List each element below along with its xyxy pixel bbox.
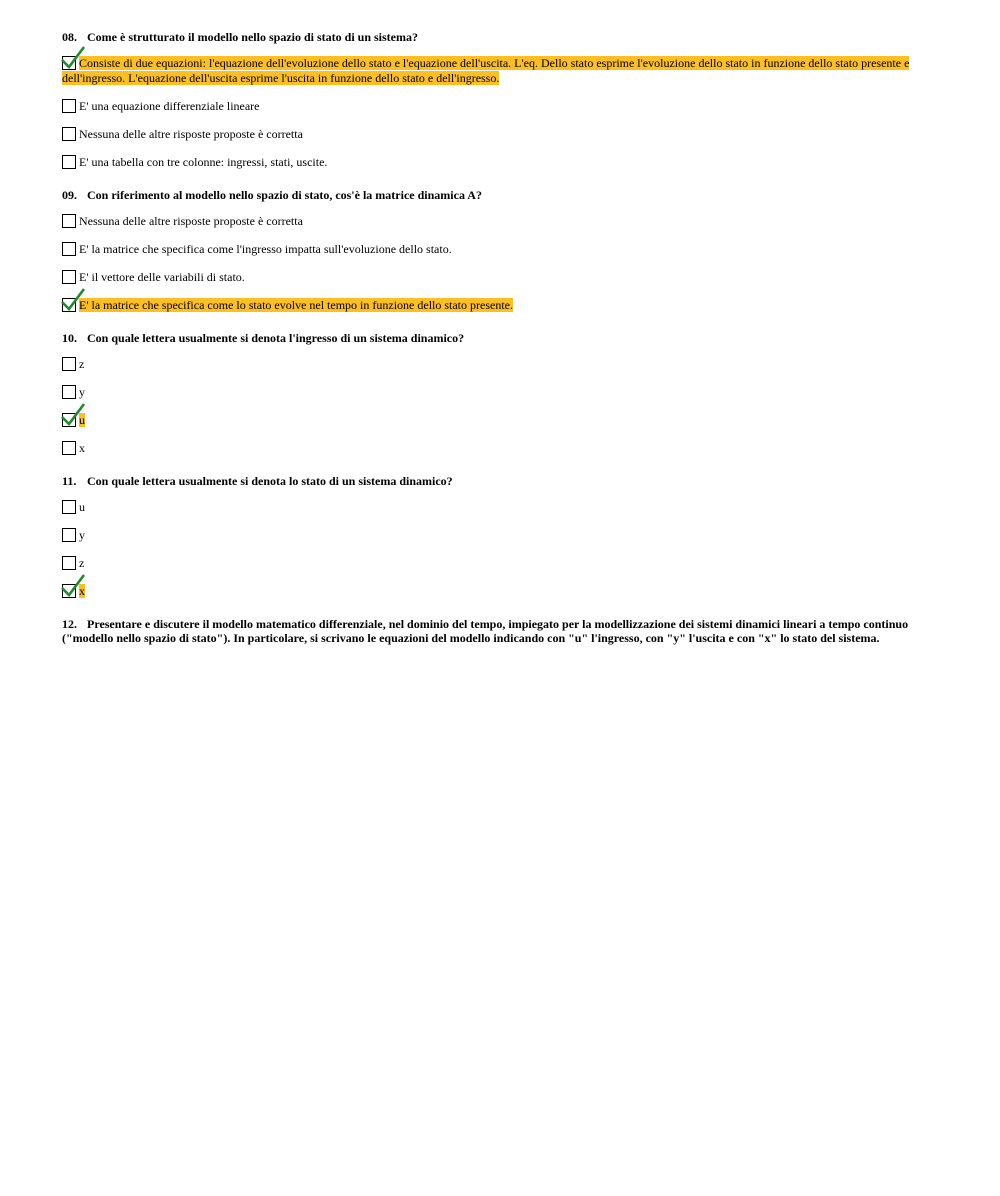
answer-text: u (79, 500, 85, 514)
question-10 (62, 331, 942, 456)
question-number: 12. (62, 617, 77, 631)
question-08 (62, 30, 942, 170)
question-text: Come è strutturato il modello nello spazio di stato di un sistema? (87, 30, 418, 44)
answer-option[interactable] (62, 528, 942, 543)
question-title (62, 188, 942, 202)
quiz-page (62, 30, 942, 663)
answer-text: z (79, 556, 85, 570)
checkbox[interactable] (62, 99, 76, 113)
question-title (62, 331, 942, 345)
question-text: Con quale lettera usualmente si denota lo stato di un sistema dinamico? (87, 474, 453, 488)
question-12 (62, 617, 942, 645)
checkbox[interactable] (62, 127, 76, 141)
checkbox[interactable] (62, 385, 76, 399)
answer-text: E' una tabella con tre colonne: ingressi, stati, uscite. (79, 155, 328, 169)
answer-option[interactable] (62, 56, 942, 86)
question-11 (62, 474, 942, 599)
answer-option[interactable] (62, 357, 942, 372)
checkbox-checked[interactable] (62, 298, 76, 312)
checkbox-checked[interactable] (62, 56, 76, 70)
question-09 (62, 188, 942, 313)
checkbox[interactable] (62, 270, 76, 284)
answer-text: E' la matrice che specifica come l'ingresso impatta sull'evoluzione dello stato. (79, 242, 452, 256)
answer-option[interactable] (62, 413, 942, 428)
answer-option[interactable] (62, 584, 942, 599)
question-title (62, 474, 942, 488)
answer-text: E' il vettore delle variabili di stato. (79, 270, 245, 284)
answer-option[interactable] (62, 441, 942, 456)
checkbox[interactable] (62, 441, 76, 455)
answer-text: y (79, 385, 85, 399)
answer-option[interactable] (62, 242, 942, 257)
checkbox[interactable] (62, 242, 76, 256)
answer-text: u (79, 413, 85, 427)
question-text: Presentare e discutere il modello matematico differenziale, nel dominio del tempo, impiegato per la modellizzazione dei sistemi dinamici lineari a tempo continuo ("modello nello spazio di stato"). In particolare, si scrivano le equazioni del modello indicando con "u" l'ingresso, con "y" l'uscita e con "x" lo stato del sistema. (62, 617, 909, 645)
answer-option[interactable] (62, 214, 942, 229)
answer-text: z (79, 357, 85, 371)
answer-option[interactable] (62, 556, 942, 571)
answer-text: x (79, 441, 85, 455)
question-number: 08. (62, 30, 77, 44)
checkbox-checked[interactable] (62, 413, 76, 427)
open-question-title (62, 617, 942, 645)
answer-option[interactable] (62, 127, 942, 142)
answer-text: E' la matrice che specifica come lo stato evolve nel tempo in funzione dello stato presente. (79, 298, 513, 312)
checkbox[interactable] (62, 214, 76, 228)
answer-text: y (79, 528, 85, 542)
answer-text: Consiste di due equazioni: l'equazione dell'evoluzione dello stato e l'equazione dell'uscita. L'eq. Dello stato esprime l'evoluzione dello stato in funzione dello stato presente e dell'ingresso. L'equazione dell'uscita esprime l'uscita in funzione dello stato e dell'ingresso. (62, 56, 910, 85)
answer-option[interactable] (62, 270, 942, 285)
question-title (62, 30, 942, 44)
checkbox[interactable] (62, 357, 76, 371)
question-text: Con riferimento al modello nello spazio di stato, cos'è la matrice dinamica A? (87, 188, 482, 202)
question-number: 09. (62, 188, 77, 202)
answer-option[interactable] (62, 155, 942, 170)
checkbox[interactable] (62, 556, 76, 570)
checkbox[interactable] (62, 528, 76, 542)
answer-text: E' una equazione differenziale lineare (79, 99, 260, 113)
question-text: Con quale lettera usualmente si denota l'ingresso di un sistema dinamico? (87, 331, 465, 345)
answer-option[interactable] (62, 298, 942, 313)
checkbox[interactable] (62, 500, 76, 514)
checkbox[interactable] (62, 155, 76, 169)
answer-option[interactable] (62, 500, 942, 515)
question-number: 10. (62, 331, 77, 345)
checkbox-checked[interactable] (62, 584, 76, 598)
answer-option[interactable] (62, 99, 942, 114)
answer-text: x (79, 584, 85, 598)
question-number: 11. (62, 474, 77, 488)
answer-text: Nessuna delle altre risposte proposte è corretta (79, 127, 303, 141)
answer-option[interactable] (62, 385, 942, 400)
answer-text: Nessuna delle altre risposte proposte è corretta (79, 214, 303, 228)
